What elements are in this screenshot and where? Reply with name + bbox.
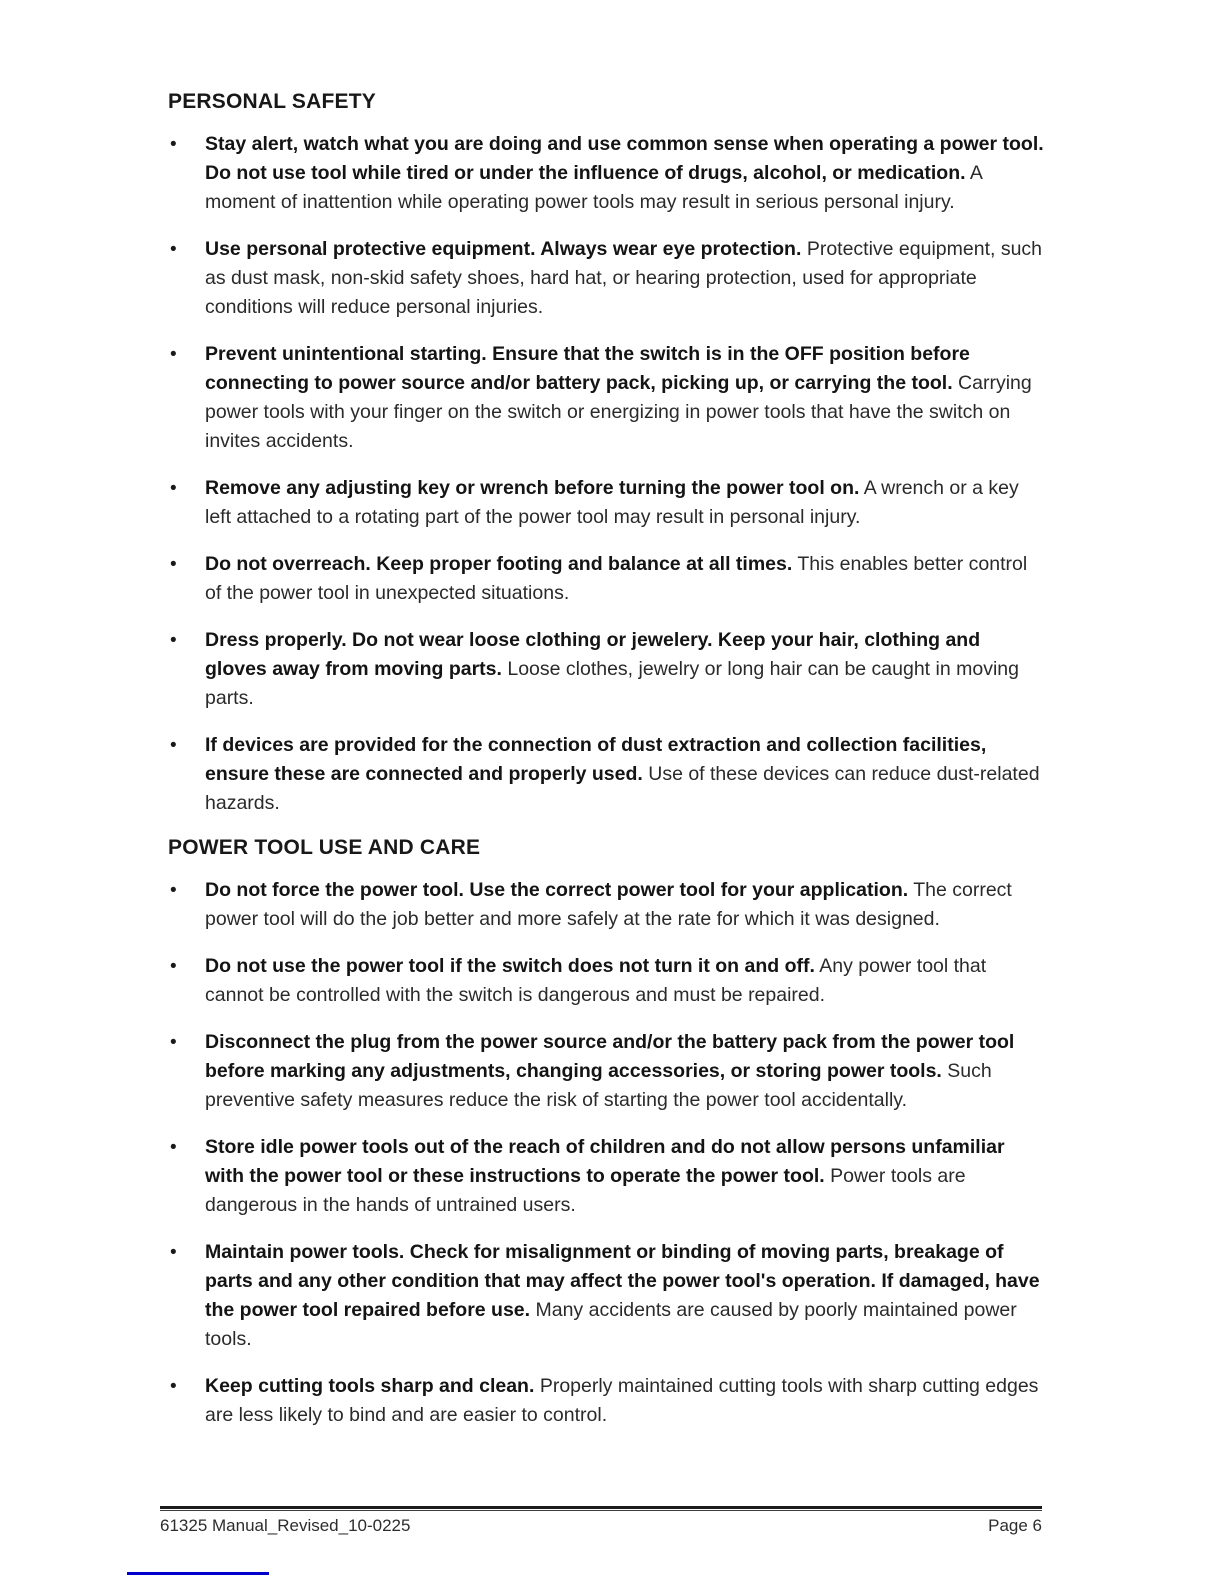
bullet-icon: • [170, 344, 177, 365]
section-heading: POWER TOOL USE AND CARE [168, 836, 481, 859]
footer-divider [160, 1506, 1042, 1510]
list-item-body: Properly maintained cutting tools with sharp cutting edges are less likely to bind and are easier to control. [205, 1375, 1039, 1426]
list-item-body: Loose clothes, jewelry or long hair can be caught in moving parts. [205, 658, 1019, 709]
list-item-text [205, 1133, 1044, 1220]
list-item-bold-lead: Remove any adjusting key or wrench before turning the power tool on. [205, 477, 860, 499]
list-item [168, 235, 1044, 322]
list-item-text [205, 130, 1044, 217]
list-item-text [205, 340, 1044, 456]
bullet-icon: • [170, 134, 177, 155]
list-item-bold-lead: Prevent unintentional starting. Ensure that the switch is in the OFF position before connecting to power source and/or battery pack, picking up, or carrying the tool. [205, 343, 970, 394]
list-item-text [205, 1028, 1044, 1115]
list-item-body: Power tools are dangerous in the hands of untrained users. [205, 1165, 966, 1216]
list-item [168, 1238, 1044, 1354]
section-heading: PERSONAL SAFETY [168, 90, 376, 113]
list-item-bold-lead: Use personal protective equipment. Always wear eye protection. [205, 238, 802, 260]
list-item-text [205, 550, 1044, 608]
list-item-bold-lead: Stay alert, watch what you are doing and use common sense when operating a power tool. Do not use tool while tired or under the influence of drugs, alcohol, or medication. [205, 133, 1044, 184]
list-item-text [205, 1238, 1044, 1354]
list-item-body: Carrying power tools with your finger on the switch or energizing in power tools that have the switch on invites accidents. [205, 372, 1032, 452]
list-item-text [205, 876, 1044, 934]
bullet-icon: • [170, 735, 177, 756]
list-item-text [205, 952, 1044, 1010]
bullet-icon: • [170, 1242, 177, 1263]
list-item-body: This enables better control of the power tool in unexpected situations. [205, 553, 1028, 604]
list-item-bold-lead: If devices are provided for the connection of dust extraction and collection facilities, ensure these are connected and properly used. [205, 734, 987, 785]
list-item-bold-lead: Do not overreach. Keep proper footing and balance at all times. [205, 553, 793, 575]
list-item [168, 340, 1044, 456]
list-item-text [205, 626, 1044, 713]
list-item-bold-lead: Disconnect the plug from the power source and/or the battery pack from the power tool before marking any adjustments, changing accessories, or storing power tools. [205, 1031, 1015, 1082]
list-item-body: Use of these devices can reduce dust-related hazards. [205, 763, 1040, 814]
list-item-body: Protective equipment, such as dust mask, non-skid safety shoes, hard hat, or hearing protection, used for appropriate conditions will reduce personal injuries. [205, 238, 1043, 318]
list-item-text [205, 731, 1044, 818]
bullet-icon: • [170, 880, 177, 901]
manual-content [168, 86, 1044, 1448]
list-item [168, 731, 1044, 818]
footer-page-number: Page 6 [988, 1516, 1042, 1535]
list-item-body: Many accidents are caused by poorly maintained power tools. [205, 1299, 1017, 1350]
list-item-bold-lead: Do not force the power tool. Use the correct power tool for your application. [205, 879, 909, 901]
list-item [168, 1372, 1044, 1430]
bullet-icon: • [170, 956, 177, 977]
footer-document-id: 61325 Manual_Revised_10-0225 [160, 1516, 411, 1535]
list-item [168, 130, 1044, 217]
list-item-body: Any power tool that cannot be controlled with the switch is dangerous and must be repaired. [205, 955, 987, 1006]
link-underline-mark [127, 1572, 269, 1575]
list-item-body: A wrench or a key left attached to a rotating part of the power tool may result in personal injury. [205, 477, 1019, 528]
list-item [168, 876, 1044, 934]
list-item [168, 474, 1044, 532]
bullet-icon: • [170, 478, 177, 499]
bullet-icon: • [170, 1032, 177, 1053]
bullet-icon: • [170, 1376, 177, 1397]
list-item-text [205, 235, 1044, 322]
list-item [168, 1133, 1044, 1220]
bullet-list [168, 130, 1044, 818]
bullet-list [168, 876, 1044, 1430]
bullet-icon: • [170, 630, 177, 651]
list-item-text [205, 1372, 1044, 1430]
list-item [168, 550, 1044, 608]
list-item [168, 952, 1044, 1010]
list-item-bold-lead: Maintain power tools. Check for misalignment or binding of moving parts, breakage of parts and any other condition that may affect the power tool's operation. If damaged, have the power tool repaired before use. [205, 1241, 1040, 1321]
list-item-body: The correct power tool will do the job better and more safely at the rate for which it was designed. [205, 879, 1012, 930]
list-item-bold-lead: Dress properly. Do not wear loose clothing or jewelery. Keep your hair, clothing and gloves away from moving parts. [205, 629, 981, 680]
list-item [168, 626, 1044, 713]
list-item-bold-lead: Keep cutting tools sharp and clean. [205, 1375, 535, 1397]
list-item-body: A moment of inattention while operating power tools may result in serious personal injury. [205, 162, 982, 213]
list-item-bold-lead: Store idle power tools out of the reach of children and do not allow persons unfamiliar with the power tool or these instructions to operate the power tool. [205, 1136, 1005, 1187]
list-item-bold-lead: Do not use the power tool if the switch does not turn it on and off. [205, 955, 815, 977]
list-item-text [205, 474, 1044, 532]
bullet-icon: • [170, 554, 177, 575]
page-footer [160, 1516, 1042, 1536]
bullet-icon: • [170, 239, 177, 260]
list-item-body: Such preventive safety measures reduce the risk of starting the power tool accidentally. [205, 1060, 992, 1111]
list-item [168, 1028, 1044, 1115]
bullet-icon: • [170, 1137, 177, 1158]
